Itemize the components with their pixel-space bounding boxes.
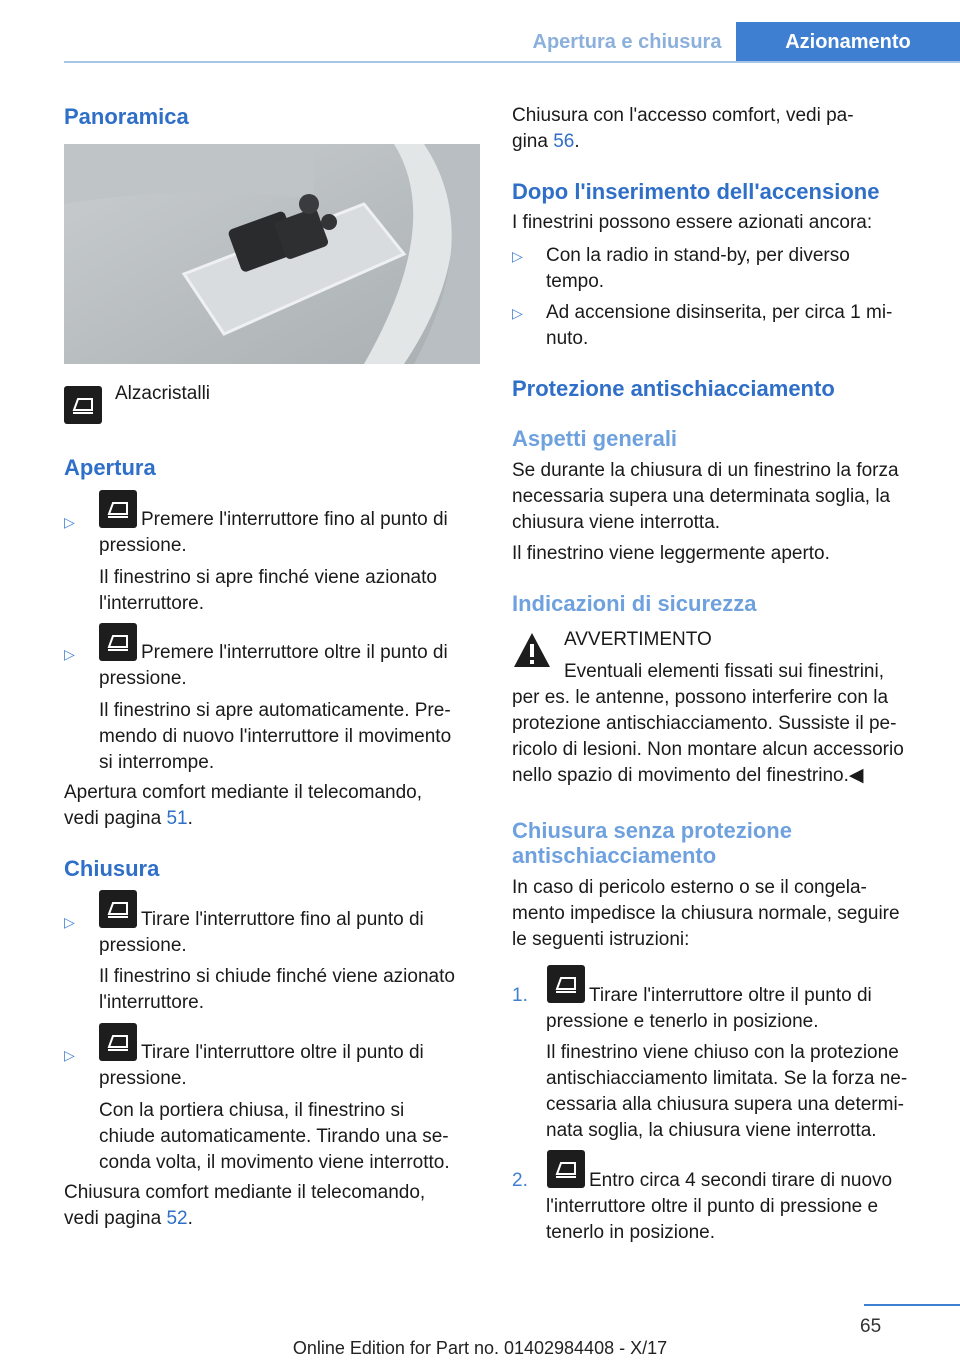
bullet-triangle: ▷ (512, 305, 523, 321)
warning-line3: protezione antischiacciamento. Sussiste il pe- (512, 713, 897, 734)
heading-senza-protezione-1: Chiusura senza protezione (512, 818, 792, 843)
chiusura-comfort-line1: Chiusura comfort mediante il telecomando, (64, 1182, 426, 1203)
heading-protezione: Protezione antischiacciamento (512, 376, 835, 401)
aspetti-line4: Il finestrino viene leggermente aperto. (512, 543, 830, 564)
window-switch-icon (547, 1150, 585, 1188)
chiusura-2-line1: Tirare l'interruttore oltre il punto di (141, 1042, 424, 1063)
chiusura-1-line1: Tirare l'interruttore fino al punto di (141, 909, 424, 930)
dopo-item-2-line2: nuto. (546, 328, 589, 349)
apertura-1-sub1: Il finestrino si apre finché viene azionato (99, 567, 437, 588)
step-1-line1: Tirare l'interruttore oltre il punto di (589, 985, 872, 1006)
heading-dopo-accensione: Dopo l'inserimento dell'accensione (512, 179, 880, 204)
chiusura-2-sub1: Con la portiera chiusa, il finestrino si (99, 1100, 405, 1121)
step-1-sub4: nata soglia, la chiusura viene interrotta. (546, 1120, 877, 1141)
window-switch-icon (99, 623, 137, 661)
window-switch-icon (99, 1023, 137, 1061)
page-link-56[interactable]: 56 (553, 131, 575, 152)
bullet-triangle: ▷ (64, 914, 75, 930)
page-link-52[interactable]: 52 (166, 1208, 188, 1229)
chiusura-2-sub3: conda volta, il movimento viene interrotto. (99, 1152, 450, 1173)
dopo-text: I finestrini possono essere azionati ancora: (512, 212, 873, 233)
window-switch-icon (547, 965, 585, 1003)
window-switch-icon (99, 490, 137, 528)
chiusura-1-sub1: Il finestrino si chiude finché viene azionato (99, 966, 455, 987)
bullet-triangle: ▷ (64, 514, 75, 530)
aspetti-line3: chiusura viene interrotta. (512, 512, 721, 533)
chiusura-2-line2: pressione. (99, 1068, 187, 1089)
apertura-1-line1: Premere l'interruttore fino al punto di (141, 509, 448, 530)
aspetti-line1: Se durante la chiusura di un finestrino la forza (512, 460, 899, 481)
bullet-triangle: ▷ (64, 646, 75, 662)
heading-aspetti-generali: Aspetti generali (512, 426, 678, 451)
window-switch-photo (64, 144, 480, 364)
apertura-2-sub3: si interrompe. (99, 752, 215, 773)
step-number: 1. (512, 985, 528, 1006)
apertura-2-sub1: Il finestrino si apre automaticamente. Pre- (99, 700, 451, 721)
legend-alzacristalli: Alzacristalli (115, 383, 211, 404)
dopo-item-1-line1: Con la radio in stand-by, per diverso (546, 245, 850, 266)
step-2-line3: tenerlo in posizione. (546, 1222, 715, 1243)
apertura-2-line1: Premere l'interruttore oltre il punto di (141, 642, 448, 663)
apertura-2-sub2: mendo di nuovo l'interruttore il movimento (99, 726, 452, 747)
warning-title: AVVERTIMENTO (564, 629, 712, 650)
dopo-item-1-line2: tempo. (546, 271, 605, 292)
intro-line1: Chiusura con l'accesso comfort, vedi pa- (512, 105, 854, 126)
heading-panoramica: Panoramica (64, 104, 189, 129)
step-number: 2. (512, 1170, 528, 1191)
intro-line2: gina 56. (512, 131, 580, 152)
page-number: 65 (860, 1316, 882, 1337)
footer-rule (864, 1304, 960, 1306)
warning-triangle-icon (512, 630, 552, 670)
apertura-2-line2: pressione. (99, 668, 187, 689)
senza-line2: mento impedisce la chiusura normale, seguire (512, 903, 900, 924)
header-chapter-tab[interactable]: Azionamento (736, 22, 960, 62)
warning-line4: ricolo di lesioni. Non montare alcun accessorio (512, 739, 904, 760)
warning-line5: nello spazio di movimento del finestrino.◀ (512, 765, 864, 786)
apertura-1-line2: pressione. (99, 535, 187, 556)
step-2-line2: l'interruttore oltre il punto di pressione e (546, 1196, 879, 1217)
page-link-51[interactable]: 51 (166, 808, 188, 829)
dopo-item-2-line1: Ad accensione disinserita, per circa 1 mi- (546, 302, 893, 323)
heading-apertura: Apertura (64, 455, 156, 480)
apertura-comfort-line2: vedi pagina 51. (64, 808, 193, 829)
step-2-line1: Entro circa 4 secondi tirare di nuovo (589, 1170, 893, 1191)
apertura-comfort-line1: Apertura comfort mediante il telecomando, (64, 782, 423, 803)
header-section-tab[interactable]: Apertura e chiusura (532, 30, 722, 53)
heading-senza-protezione-2: antischiacciamento (512, 843, 717, 868)
window-switch-icon (64, 386, 102, 424)
senza-line1: In caso di pericolo esterno o se il congela- (512, 877, 867, 898)
chiusura-2-sub2: chiude automaticamente. Tirando una se- (99, 1126, 449, 1147)
bullet-triangle: ▷ (64, 1047, 75, 1063)
heading-chiusura: Chiusura (64, 856, 160, 881)
warning-line1: Eventuali elementi fissati sui finestrini, (564, 661, 884, 682)
aspetti-line2: necessaria supera una determinata soglia, la (512, 486, 891, 507)
chiusura-comfort-line2: vedi pagina 52. (64, 1208, 193, 1229)
chiusura-1-line2: pressione. (99, 935, 187, 956)
step-1-sub1: Il finestrino viene chiuso con la protezione (546, 1042, 899, 1063)
step-1-sub2: antischiacciamento limitata. Se la forza ne- (546, 1068, 908, 1089)
step-1-line2: pressione e tenerlo in posizione. (546, 1011, 819, 1032)
header-rule (64, 61, 960, 63)
step-1-sub3: cessaria alla chiusura supera una determi- (546, 1094, 905, 1115)
footer-edition: Online Edition for Part no. 01402984408 - X/17 (292, 1338, 668, 1358)
bullet-triangle: ▷ (512, 248, 523, 264)
apertura-1-sub2: l'interruttore. (99, 593, 205, 614)
chiusura-1-sub2: l'interruttore. (99, 992, 205, 1013)
warning-line2: per es. le antenne, possono interferire con la (512, 687, 889, 708)
heading-indicazioni-sicurezza: Indicazioni di sicurezza (512, 591, 757, 616)
window-switch-icon (99, 890, 137, 928)
senza-line3: le seguenti istruzioni: (512, 929, 690, 950)
